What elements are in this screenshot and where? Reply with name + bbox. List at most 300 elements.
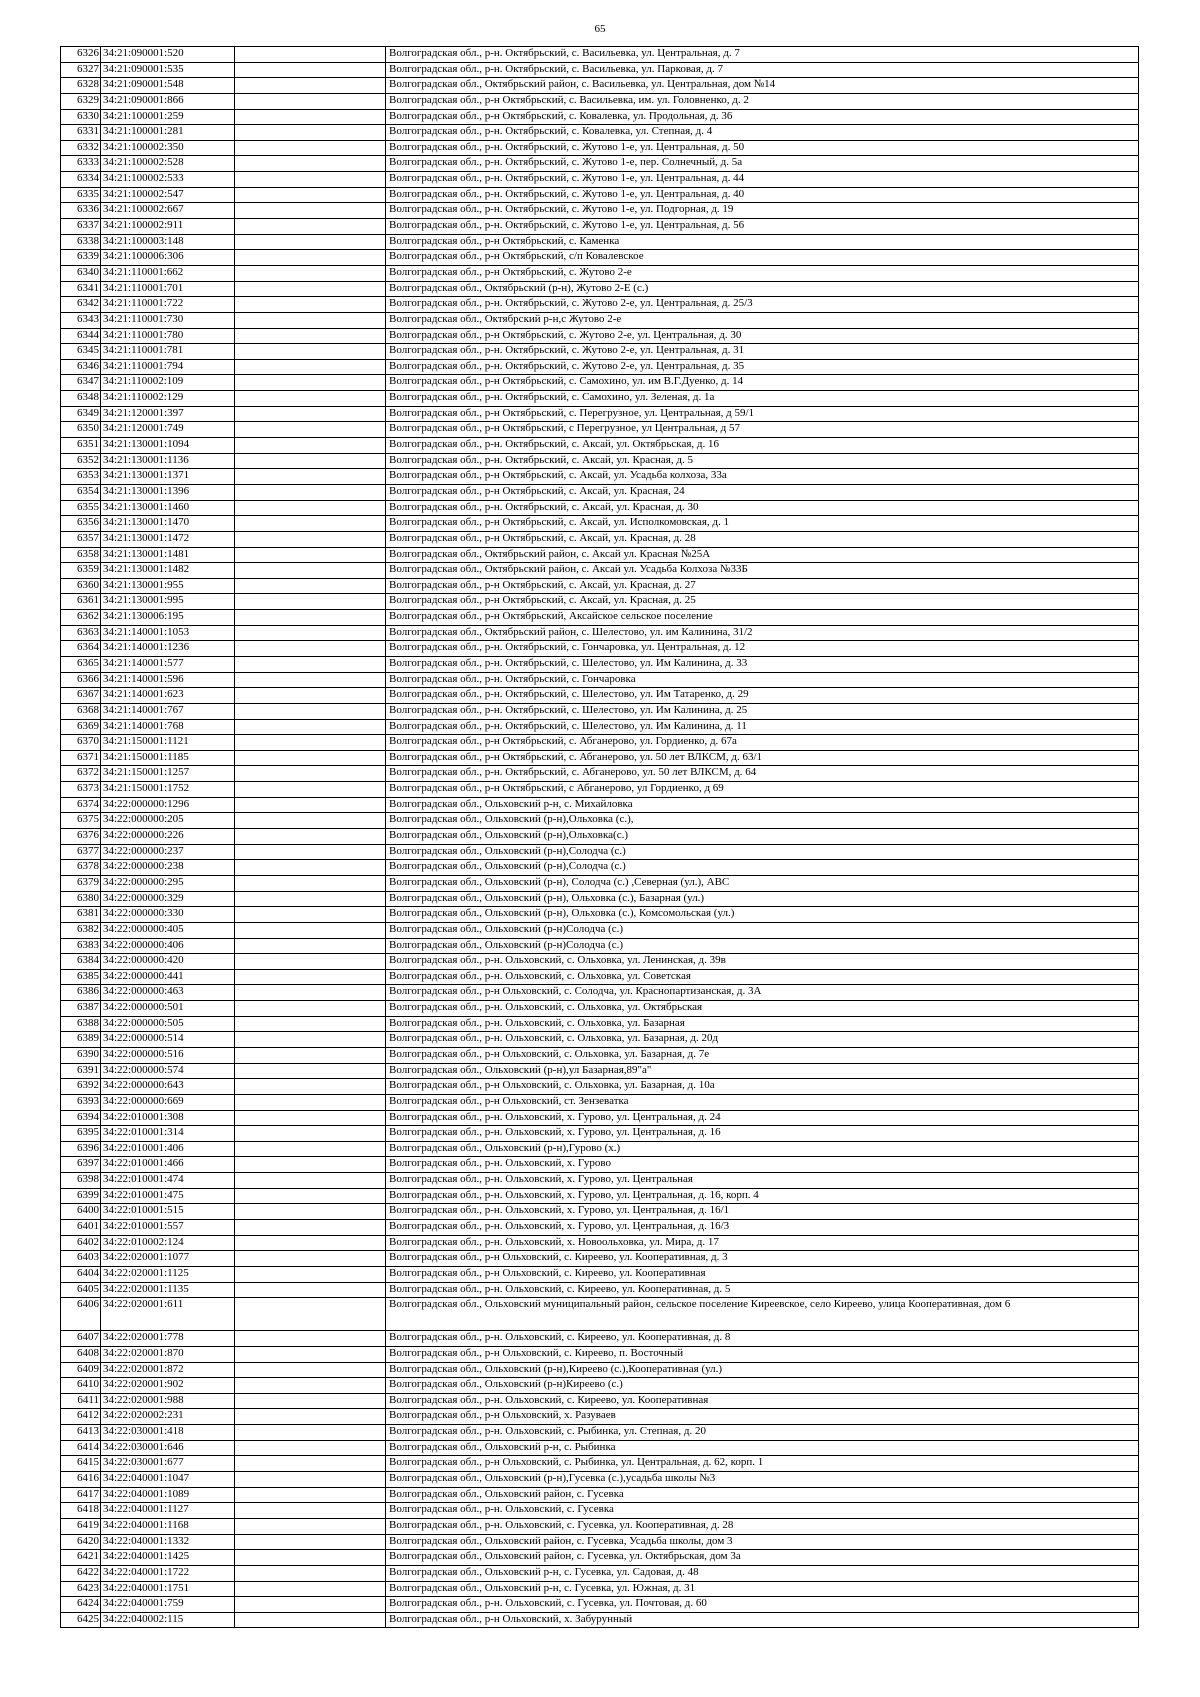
address-cell: Волгоградская обл., р-н Ольховский, с. Ольховка, ул. Базарная, д. 10а <box>386 1079 1139 1095</box>
empty-cell <box>235 438 386 454</box>
table-row <box>61 1597 1139 1613</box>
address-cell: Волгоградская обл., р-н Октябрьский, с. Аксай, ул. Исполкомовская, д. 1 <box>386 516 1139 532</box>
table-row <box>61 1188 1139 1204</box>
table-row <box>61 1032 1139 1048</box>
address-cell: Волгоградская обл., р-н Октябрьский, с. Жутово 2-е, ул. Центральная, д. 30 <box>386 328 1139 344</box>
empty-cell <box>235 797 386 813</box>
address-cell: Волгоградская обл., р-н. Ольховский, х. Новоольховка, ул. Мира, д. 17 <box>386 1235 1139 1251</box>
table-row <box>61 1016 1139 1032</box>
empty-cell <box>235 516 386 532</box>
row-number-cell: 6413 <box>61 1425 101 1441</box>
table-row <box>61 688 1139 704</box>
empty-cell <box>235 1063 386 1079</box>
address-cell: Волгоградская обл., р-н. Октябрьский, с. Аксай, ул. Красная, д. 5 <box>386 453 1139 469</box>
empty-cell <box>235 625 386 641</box>
empty-cell <box>235 844 386 860</box>
address-cell: Волгоградская обл., р-н. Октябрьский, с. Абганерово, ул. 50 лет ВЛКСМ, д. 64 <box>386 766 1139 782</box>
address-cell: Волгоградская обл., р-н Октябрьский, с. Абганерово, ул. Гордиенко, д. 67а <box>386 735 1139 751</box>
table-row <box>61 1126 1139 1142</box>
table-row <box>61 1331 1139 1347</box>
empty-cell <box>235 782 386 798</box>
page-number: 65 <box>594 23 606 35</box>
address-cell: Волгоградская обл., Ольховский (р-н),Киреево (с.),Кооперативная (ул.) <box>386 1362 1139 1378</box>
cadastral-number-cell: 34:22:000000:238 <box>101 860 235 876</box>
row-number-cell: 6335 <box>61 187 101 203</box>
row-number-cell: 6334 <box>61 172 101 188</box>
cadastral-number-cell: 34:22:010002:124 <box>101 1235 235 1251</box>
table-row <box>61 1425 1139 1441</box>
address-cell: Волгоградская обл., Октябрский р-н,с Жутово 2-е <box>386 312 1139 328</box>
row-number-cell: 6348 <box>61 391 101 407</box>
empty-cell <box>235 391 386 407</box>
row-number-cell: 6328 <box>61 78 101 94</box>
empty-cell <box>235 281 386 297</box>
table-row <box>61 469 1139 485</box>
row-number-cell: 6393 <box>61 1094 101 1110</box>
row-number-cell: 6401 <box>61 1220 101 1236</box>
empty-cell <box>235 187 386 203</box>
address-cell: Волгоградская обл., р-н. Ольховский, с. Ольховка, ул. Советская <box>386 969 1139 985</box>
cadastral-number-cell: 34:22:000000:463 <box>101 985 235 1001</box>
address-cell: Волгоградская обл., Ольховский (р-н), Ольховка (с.), Комсомольская (ул.) <box>386 907 1139 923</box>
row-number-cell: 6417 <box>61 1487 101 1503</box>
cadastral-number-cell: 34:22:020001:988 <box>101 1393 235 1409</box>
address-cell: Волгоградская обл., р-н Октябрьский, с. Самохино, ул. им В.Г.Дуенко, д. 14 <box>386 375 1139 391</box>
address-cell: Волгоградская обл., р-н Ольховский, с. Солодча, ул. Краснопартизанская, д. 3А <box>386 985 1139 1001</box>
cadastral-number-cell: 34:21:140001:767 <box>101 703 235 719</box>
row-number-cell: 6394 <box>61 1110 101 1126</box>
empty-cell <box>235 719 386 735</box>
empty-cell <box>235 563 386 579</box>
cadastral-number-cell: 34:21:100002:350 <box>101 140 235 156</box>
empty-cell <box>235 312 386 328</box>
cadastral-number-cell: 34:22:040001:1089 <box>101 1487 235 1503</box>
cadastral-number-cell: 34:21:110002:129 <box>101 391 235 407</box>
empty-cell <box>235 1612 386 1628</box>
cadastral-number-cell: 34:22:020001:1135 <box>101 1282 235 1298</box>
cadastral-number-cell: 34:21:100002:911 <box>101 219 235 235</box>
address-cell: Волгоградская обл., р-н. Ольховский, х. Гурово, ул. Центральная, д. 16/1 <box>386 1204 1139 1220</box>
row-number-cell: 6423 <box>61 1581 101 1597</box>
empty-cell <box>235 985 386 1001</box>
row-number-cell: 6352 <box>61 453 101 469</box>
cadastral-number-cell: 34:22:020001:872 <box>101 1362 235 1378</box>
empty-cell <box>235 1016 386 1032</box>
table-row <box>61 1503 1139 1519</box>
address-cell: Волгоградская обл., р-н. Ольховский, с. Ольховка, ул. Октябрьская <box>386 1001 1139 1017</box>
row-number-cell: 6388 <box>61 1016 101 1032</box>
row-number-cell: 6366 <box>61 672 101 688</box>
address-cell: Волгоградская обл., Ольховский муниципальный район, сельское поселение Киреевское, село Киреево, улица Кооперативная, дом 6 <box>386 1298 1139 1331</box>
row-number-cell: 6421 <box>61 1550 101 1566</box>
cadastral-number-cell: 34:22:010001:406 <box>101 1141 235 1157</box>
address-cell: Волгоградская обл., Ольховский (р-н),Ольховка(с.) <box>386 829 1139 845</box>
table-row <box>61 1581 1139 1597</box>
table-row <box>61 1251 1139 1267</box>
empty-cell <box>235 735 386 751</box>
table-row <box>61 938 1139 954</box>
empty-cell <box>235 125 386 141</box>
address-cell: Волгоградская обл., р-н Октябрьский, с. Васильевка, им. ул. Головненко, д. 2 <box>386 93 1139 109</box>
table-row <box>61 829 1139 845</box>
empty-cell <box>235 594 386 610</box>
row-number-cell: 6362 <box>61 610 101 626</box>
table-row <box>61 641 1139 657</box>
cadastral-number-cell: 34:21:090001:548 <box>101 78 235 94</box>
cadastral-number-cell: 34:22:040001:1722 <box>101 1565 235 1581</box>
address-cell: Волгоградская обл., р-н. Октябрьский, с. Шелестово, ул. Им Калинина, д. 11 <box>386 719 1139 735</box>
row-number-cell: 6408 <box>61 1346 101 1362</box>
empty-cell <box>235 1001 386 1017</box>
empty-cell <box>235 1565 386 1581</box>
empty-cell <box>235 1251 386 1267</box>
row-number-cell: 6410 <box>61 1378 101 1394</box>
row-number-cell: 6350 <box>61 422 101 438</box>
cadastral-number-cell: 34:21:150001:1257 <box>101 766 235 782</box>
empty-cell <box>235 750 386 766</box>
row-number-cell: 6402 <box>61 1235 101 1251</box>
empty-cell <box>235 500 386 516</box>
table-row <box>61 860 1139 876</box>
cadastral-number-cell: 34:22:040001:1425 <box>101 1550 235 1566</box>
empty-cell <box>235 766 386 782</box>
table-row <box>61 500 1139 516</box>
empty-cell <box>235 359 386 375</box>
address-cell: Волгоградская обл., р-н Октябрьский, с. Аксай, ул. Красная, д. 28 <box>386 531 1139 547</box>
cadastral-number-cell: 34:22:000000:205 <box>101 813 235 829</box>
empty-cell <box>235 610 386 626</box>
row-number-cell: 6387 <box>61 1001 101 1017</box>
cadastral-number-cell: 34:22:000000:420 <box>101 954 235 970</box>
cadastral-number-cell: 34:22:000000:406 <box>101 938 235 954</box>
table-row <box>61 1409 1139 1425</box>
cadastral-number-cell: 34:21:140001:596 <box>101 672 235 688</box>
address-cell: Волгоградская обл., р-н Октябрьский, с. Аксай, ул. Красная, д. 27 <box>386 578 1139 594</box>
address-cell: Волгоградская обл., р-н. Октябрьский, с. Аксай, ул. Октябрьская, д. 16 <box>386 438 1139 454</box>
address-cell: Волгоградская обл., р-н. Ольховский, с. Киреево, ул. Кооперативная <box>386 1393 1139 1409</box>
table-row <box>61 719 1139 735</box>
table-row <box>61 594 1139 610</box>
cadastral-number-cell: 34:22:000000:1296 <box>101 797 235 813</box>
empty-cell <box>235 703 386 719</box>
empty-cell <box>235 1346 386 1362</box>
row-number-cell: 6357 <box>61 531 101 547</box>
cadastral-number-cell: 34:21:100003:148 <box>101 234 235 250</box>
table-row <box>61 344 1139 360</box>
address-cell: Волгоградская обл., Ольховский р-н, с. Гусевка, ул. Садовая, д. 48 <box>386 1565 1139 1581</box>
cadastral-number-cell: 34:21:140001:623 <box>101 688 235 704</box>
row-number-cell: 6372 <box>61 766 101 782</box>
table-row <box>61 1534 1139 1550</box>
row-number-cell: 6356 <box>61 516 101 532</box>
empty-cell <box>235 406 386 422</box>
table-row <box>61 1110 1139 1126</box>
address-cell: Волгоградская обл., р-н. Ольховский, х. Гурово, ул. Центральная, д. 16, корп. 4 <box>386 1188 1139 1204</box>
cadastral-number-cell: 34:22:040001:1751 <box>101 1581 235 1597</box>
cadastral-number-cell: 34:21:100001:259 <box>101 109 235 125</box>
cadastral-number-cell: 34:21:110001:781 <box>101 344 235 360</box>
address-cell: Волгоградская обл., Октябрьский район, с. Аксай ул. Красная №25А <box>386 547 1139 563</box>
cadastral-number-cell: 34:21:130001:1371 <box>101 469 235 485</box>
empty-cell <box>235 860 386 876</box>
address-cell: Волгоградская обл., Ольховский (р-н),Гурово (х.) <box>386 1141 1139 1157</box>
row-number-cell: 6368 <box>61 703 101 719</box>
address-cell: Волгоградская обл., р-н Октябрьский, с. Аксай, ул. Усадьба колхоза, 33а <box>386 469 1139 485</box>
row-number-cell: 6396 <box>61 1141 101 1157</box>
table-row <box>61 672 1139 688</box>
table-row <box>61 1079 1139 1095</box>
table-row <box>61 109 1139 125</box>
empty-cell <box>235 547 386 563</box>
cadastral-number-cell: 34:21:130001:1481 <box>101 547 235 563</box>
empty-cell <box>235 109 386 125</box>
empty-cell <box>235 1079 386 1095</box>
address-cell: Волгоградская обл., Октябрьский (р-н), Жутово 2-Е (с.) <box>386 281 1139 297</box>
row-number-cell: 6407 <box>61 1331 101 1347</box>
address-cell: Волгоградская обл., р-н. Октябрьский, с. Васильевка, ул. Центральная, д. 7 <box>386 47 1139 63</box>
row-number-cell: 6364 <box>61 641 101 657</box>
empty-cell <box>235 1409 386 1425</box>
empty-cell <box>235 1188 386 1204</box>
row-number-cell: 6365 <box>61 656 101 672</box>
empty-cell <box>235 1362 386 1378</box>
table-row <box>61 813 1139 829</box>
address-cell: Волгоградская обл., Ольховский (р-н)Солодча (с.) <box>386 938 1139 954</box>
table-row <box>61 281 1139 297</box>
address-cell: Волгоградская обл., р-н Октябрьский, Аксайское сельское поселение <box>386 610 1139 626</box>
cadastral-number-cell: 34:21:140001:1053 <box>101 625 235 641</box>
address-cell: Волгоградская обл., Ольховский р-н, с. Михайловка <box>386 797 1139 813</box>
table-row <box>61 656 1139 672</box>
empty-cell <box>235 156 386 172</box>
cadastral-number-cell: 34:21:130001:1094 <box>101 438 235 454</box>
table-row <box>61 1266 1139 1282</box>
cadastral-number-cell: 34:21:150001:1121 <box>101 735 235 751</box>
address-cell: Волгоградская обл., р-н. Октябрьский, с. Жутово 1-е, ул. Центральная, д. 44 <box>386 172 1139 188</box>
row-number-cell: 6411 <box>61 1393 101 1409</box>
cadastral-number-cell: 34:22:030001:646 <box>101 1440 235 1456</box>
address-cell: Волгоградская обл., Октябрьский район, с. Васильевка, ул. Центральная, дом №14 <box>386 78 1139 94</box>
cadastral-number-cell: 34:21:140001:1236 <box>101 641 235 657</box>
table-row <box>61 1472 1139 1488</box>
table-row <box>61 438 1139 454</box>
cadastral-number-cell: 34:22:010001:308 <box>101 1110 235 1126</box>
empty-cell <box>235 1440 386 1456</box>
empty-cell <box>235 938 386 954</box>
address-cell: Волгоградская обл., р-н. Ольховский, с. Рыбинка, ул. Степная, д. 20 <box>386 1425 1139 1441</box>
row-number-cell: 6326 <box>61 47 101 63</box>
cadastral-number-cell: 34:21:130001:1470 <box>101 516 235 532</box>
address-cell: Волгоградская обл., р-н Октябрьский, с. Перегрузное, ул. Центральная, д 59/1 <box>386 406 1139 422</box>
address-cell: Волгоградская обл., р-н. Ольховский, с. Гусевка, ул. Почтовая, д. 60 <box>386 1597 1139 1613</box>
empty-cell <box>235 1378 386 1394</box>
address-cell: Волгоградская обл., р-н. Ольховский, с. Гусевка <box>386 1503 1139 1519</box>
address-cell: Волгоградская обл., р-н. Октябрьский, с. Шелестово, ул. Им Татаренко, д. 29 <box>386 688 1139 704</box>
row-number-cell: 6385 <box>61 969 101 985</box>
address-cell: Волгоградская обл., р-н. Ольховский, с. Киреево, ул. Кооперативная, д. 8 <box>386 1331 1139 1347</box>
row-number-cell: 6345 <box>61 344 101 360</box>
empty-cell <box>235 891 386 907</box>
row-number-cell: 6351 <box>61 438 101 454</box>
address-cell: Волгоградская обл., Ольховский (р-н), Ольховка (с.), Базарная (ул.) <box>386 891 1139 907</box>
address-cell: Волгоградская обл., р-н. Октябрьский, с. Жутово 1-е, ул. Центральная, д. 40 <box>386 187 1139 203</box>
cadastral-number-cell: 34:21:110001:701 <box>101 281 235 297</box>
address-cell: Волгоградская обл., Ольховский (р-н),ул Базарная,89"а" <box>386 1063 1139 1079</box>
row-number-cell: 6332 <box>61 140 101 156</box>
cadastral-number-cell: 34:21:090001:520 <box>101 47 235 63</box>
address-cell: Волгоградская обл., Ольховский (р-н),Солодча (с.) <box>386 844 1139 860</box>
row-number-cell: 6392 <box>61 1079 101 1095</box>
table-row <box>61 954 1139 970</box>
row-number-cell: 6359 <box>61 563 101 579</box>
address-cell: Волгоградская обл., р-н Ольховский, с. Киреево, п. Восточный <box>386 1346 1139 1362</box>
table-row <box>61 1235 1139 1251</box>
empty-cell <box>235 140 386 156</box>
cadastral-number-cell: 34:22:040001:1047 <box>101 1472 235 1488</box>
row-number-cell: 6327 <box>61 62 101 78</box>
table-row <box>61 172 1139 188</box>
row-number-cell: 6363 <box>61 625 101 641</box>
row-number-cell: 6329 <box>61 93 101 109</box>
registry-table <box>60 46 1139 1628</box>
empty-cell <box>235 172 386 188</box>
row-number-cell: 6418 <box>61 1503 101 1519</box>
row-number-cell: 6412 <box>61 1409 101 1425</box>
cadastral-number-cell: 34:22:000000:501 <box>101 1001 235 1017</box>
cadastral-number-cell: 34:21:090001:866 <box>101 93 235 109</box>
cadastral-number-cell: 34:21:100002:528 <box>101 156 235 172</box>
empty-cell <box>235 78 386 94</box>
empty-cell <box>235 203 386 219</box>
table-row <box>61 1362 1139 1378</box>
empty-cell <box>235 1282 386 1298</box>
cadastral-number-cell: 34:22:000000:237 <box>101 844 235 860</box>
table-row <box>61 125 1139 141</box>
table-row <box>61 1204 1139 1220</box>
empty-cell <box>235 344 386 360</box>
table-row <box>61 1157 1139 1173</box>
table-row <box>61 187 1139 203</box>
row-number-cell: 6375 <box>61 813 101 829</box>
cadastral-number-cell: 34:22:040001:1332 <box>101 1534 235 1550</box>
table-row <box>61 1440 1139 1456</box>
address-cell: Волгоградская обл., р-н. Ольховский, х. Гурово <box>386 1157 1139 1173</box>
address-cell: Волгоградская обл., р-н. Ольховский, х. Гурово, ул. Центральная, д. 16 <box>386 1126 1139 1142</box>
cadastral-number-cell: 34:22:000000:329 <box>101 891 235 907</box>
row-number-cell: 6414 <box>61 1440 101 1456</box>
address-cell: Волгоградская обл., р-н. Октябрьский, с. Аксай, ул. Красная, д. 30 <box>386 500 1139 516</box>
address-cell: Волгоградская обл., Ольховский р-н, с. Рыбинка <box>386 1440 1139 1456</box>
row-number-cell: 6374 <box>61 797 101 813</box>
empty-cell <box>235 578 386 594</box>
cadastral-number-cell: 34:22:010001:314 <box>101 1126 235 1142</box>
row-number-cell: 6425 <box>61 1612 101 1628</box>
empty-cell <box>235 688 386 704</box>
table-row <box>61 453 1139 469</box>
cadastral-number-cell: 34:22:000000:516 <box>101 1048 235 1064</box>
empty-cell <box>235 1472 386 1488</box>
row-number-cell: 6389 <box>61 1032 101 1048</box>
cadastral-number-cell: 34:21:110001:730 <box>101 312 235 328</box>
table-row <box>61 1282 1139 1298</box>
table-row <box>61 703 1139 719</box>
row-number-cell: 6400 <box>61 1204 101 1220</box>
address-cell: Волгоградская обл., р-н. Октябрьский, с. Жутово 1-е, ул. Центральная, д. 56 <box>386 219 1139 235</box>
empty-cell <box>235 1425 386 1441</box>
table-row <box>61 782 1139 798</box>
row-number-cell: 6376 <box>61 829 101 845</box>
table-row <box>61 766 1139 782</box>
address-cell: Волгоградская обл., р-н. Октябрьский, с. Жутово 2-е, ул. Центральная, д. 31 <box>386 344 1139 360</box>
cadastral-number-cell: 34:21:130001:995 <box>101 594 235 610</box>
row-number-cell: 6349 <box>61 406 101 422</box>
empty-cell <box>235 62 386 78</box>
row-number-cell: 6358 <box>61 547 101 563</box>
cadastral-number-cell: 34:22:040001:1168 <box>101 1518 235 1534</box>
empty-cell <box>235 1110 386 1126</box>
address-cell: Волгоградская обл., р-н Октябрьский, с. Каменка <box>386 234 1139 250</box>
table-row <box>61 891 1139 907</box>
cadastral-number-cell: 34:22:040001:759 <box>101 1597 235 1613</box>
cadastral-number-cell: 34:22:020001:778 <box>101 1331 235 1347</box>
address-cell: Волгоградская обл., Ольховский (р-н),Солодча (с.) <box>386 860 1139 876</box>
table-row <box>61 610 1139 626</box>
address-cell: Волгоградская обл., Октябрьский район, с. Шелестово, ул. им Калинина, 31/2 <box>386 625 1139 641</box>
address-cell: Волгоградская обл., р-н Ольховский, с. Киреево, ул. Кооперативная, д. 3 <box>386 1251 1139 1267</box>
empty-cell <box>235 1126 386 1142</box>
empty-cell <box>235 969 386 985</box>
table-row <box>61 1001 1139 1017</box>
cadastral-number-cell: 34:22:030001:418 <box>101 1425 235 1441</box>
empty-cell <box>235 1503 386 1519</box>
table-row <box>61 1378 1139 1394</box>
table-row <box>61 735 1139 751</box>
cadastral-number-cell: 34:21:090001:535 <box>101 62 235 78</box>
table-row <box>61 203 1139 219</box>
row-number-cell: 6370 <box>61 735 101 751</box>
table-row <box>61 359 1139 375</box>
row-number-cell: 6391 <box>61 1063 101 1079</box>
table-row <box>61 406 1139 422</box>
cadastral-number-cell: 34:22:000000:226 <box>101 829 235 845</box>
table-row <box>61 250 1139 266</box>
address-cell: Волгоградская обл., Ольховский (р-н)Киреево (с.) <box>386 1378 1139 1394</box>
table-row <box>61 750 1139 766</box>
cadastral-number-cell: 34:22:000000:643 <box>101 1079 235 1095</box>
empty-cell <box>235 875 386 891</box>
cadastral-number-cell: 34:21:120001:397 <box>101 406 235 422</box>
address-cell: Волгоградская обл., р-н Ольховский, с. Рыбинка, ул. Центральная, д. 62, корп. 1 <box>386 1456 1139 1472</box>
address-cell: Волгоградская обл., Ольховский р-н, с. Гусевка, ул. Южная, д. 31 <box>386 1581 1139 1597</box>
cadastral-number-cell: 34:22:000000:441 <box>101 969 235 985</box>
cadastral-number-cell: 34:21:130001:1482 <box>101 563 235 579</box>
table-row <box>61 219 1139 235</box>
address-cell: Волгоградская обл., Ольховский район, с. Гусевка, Усадьба школы, дом 3 <box>386 1534 1139 1550</box>
table-row <box>61 1487 1139 1503</box>
table-row <box>61 422 1139 438</box>
row-number-cell: 6371 <box>61 750 101 766</box>
empty-cell <box>235 469 386 485</box>
table-row <box>61 1550 1139 1566</box>
row-number-cell: 6380 <box>61 891 101 907</box>
row-number-cell: 6343 <box>61 312 101 328</box>
row-number-cell: 6403 <box>61 1251 101 1267</box>
cadastral-number-cell: 34:21:150001:1185 <box>101 750 235 766</box>
address-cell: Волгоградская обл., Ольховский (р-н),Гусевка (с.),усадьба школы №3 <box>386 1472 1139 1488</box>
address-cell: Волгоградская обл., р-н Октябрьский, с. Аксай, ул. Красная, 24 <box>386 484 1139 500</box>
table-row <box>61 78 1139 94</box>
empty-cell <box>235 1597 386 1613</box>
